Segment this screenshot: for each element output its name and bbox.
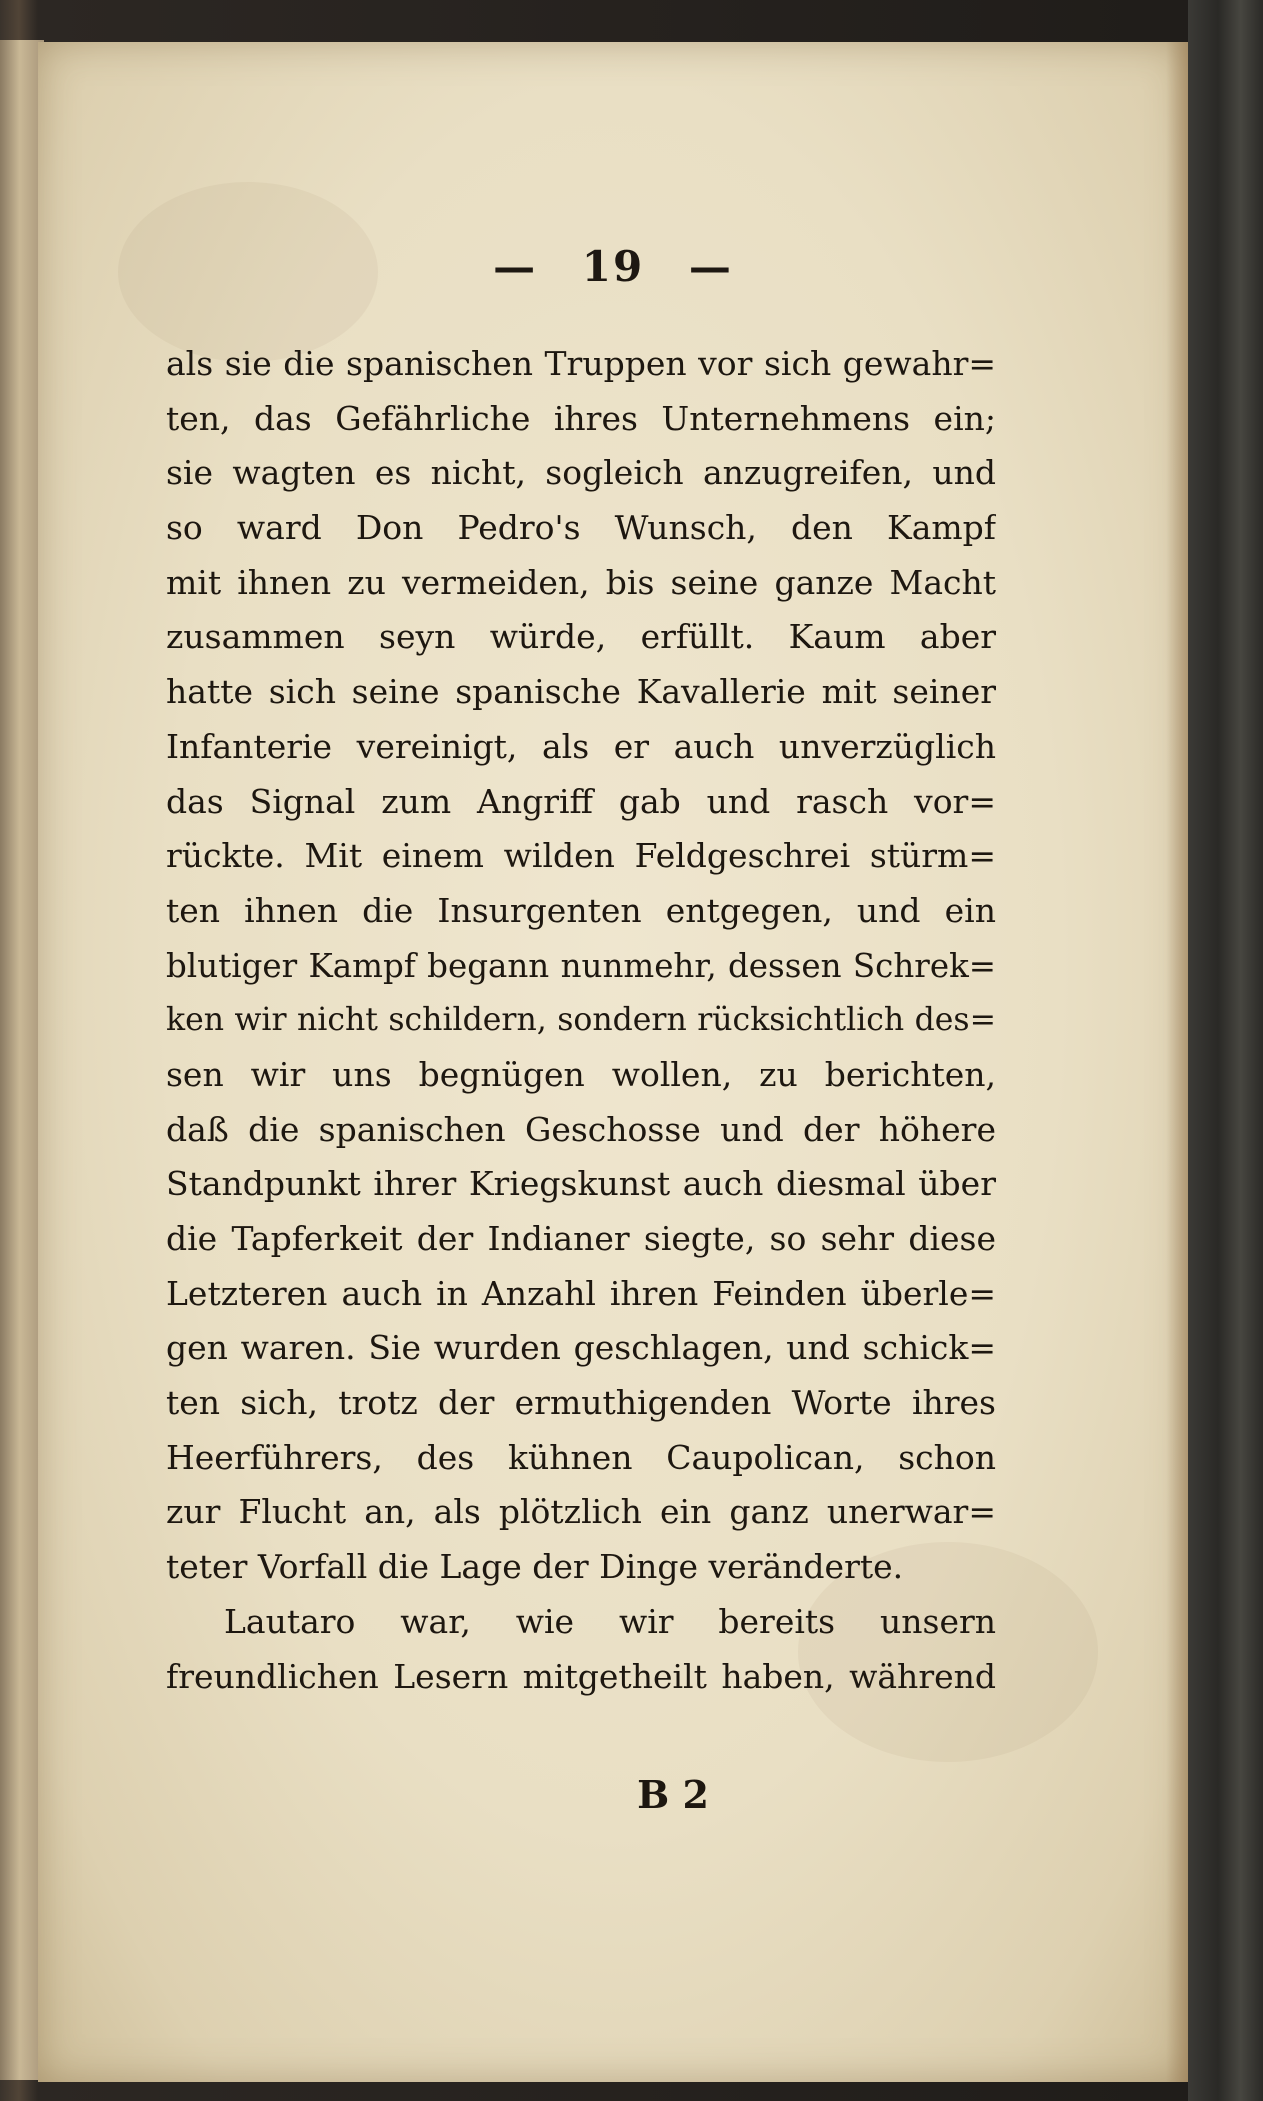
- text-line: Lautaro war, wie wir bereits unsern: [224, 1601, 996, 1641]
- book-cover-edge: [1188, 0, 1263, 2101]
- text-line: rückte. Mit einem wilden Feldgeschrei stürm=: [166, 836, 996, 876]
- signature-mark: B 2: [637, 1772, 709, 1817]
- text-line: ten sich, trotz der ermuthigenden Worte ihres: [166, 1383, 996, 1423]
- running-header: [38, 242, 1188, 291]
- text-line: Letzteren auch in Anzahl ihren Feinden überle=: [166, 1273, 996, 1313]
- page-sheet: [38, 42, 1188, 2082]
- text-line: hatte sich seine spanische Kavallerie mit seiner: [166, 672, 996, 712]
- text-line: zur Flucht an, als plötzlich ein ganz unerwar=: [166, 1492, 996, 1532]
- text-line: ken wir nicht schildern, sondern rücksichtlich des=: [166, 1002, 996, 1039]
- text-line: die Tapferkeit der Indianer siegte, so sehr diese: [166, 1219, 996, 1258]
- text-line: sie wagten es nicht, sogleich anzugreifen, und: [166, 453, 996, 493]
- text-line: freundlichen Lesern mitgetheilt haben, während: [166, 1656, 996, 1696]
- text-line: Standpunkt ihrer Kriegskunst auch diesmal über: [166, 1164, 996, 1204]
- page-number: 19: [581, 242, 645, 291]
- text-line: so ward Don Pedro's Wunsch, den Kampf: [166, 508, 996, 548]
- header-dash-left: —: [493, 242, 538, 291]
- text-line: als sie die spanischen Truppen vor sich gewahr=: [166, 344, 996, 383]
- text-line: das Signal zum Angriff gab und rasch vor=: [166, 781, 996, 821]
- header-dash-right: —: [688, 242, 733, 291]
- text-line: blutiger Kampf begann nunmehr, dessen Schrek=: [166, 946, 996, 985]
- text-line: daß die spanischen Geschosse und der höhere: [166, 1109, 996, 1149]
- text-line: sen wir uns begnügen wollen, zu berichten,: [166, 1054, 996, 1094]
- text-line: Infanterie vereinigt, als er auch unverzüglich: [166, 726, 996, 766]
- text-line: zusammen seyn würde, erfüllt. Kaum aber: [166, 617, 996, 657]
- text-line: gen waren. Sie wurden geschlagen, und schick=: [166, 1328, 996, 1368]
- text-line: teter Vorfall die Lage der Dinge veränderte.: [166, 1547, 904, 1587]
- text-line: Heerführers, des kühnen Caupolican, schon: [166, 1437, 996, 1477]
- text-line: ten ihnen die Insurgenten entgegen, und ein: [166, 890, 996, 930]
- text-line: ten, das Gefährliche ihres Unternehmens ein;: [166, 398, 996, 438]
- text-line: mit ihnen zu vermeiden, bis seine ganze Macht: [166, 562, 996, 602]
- body-text: [166, 337, 996, 1704]
